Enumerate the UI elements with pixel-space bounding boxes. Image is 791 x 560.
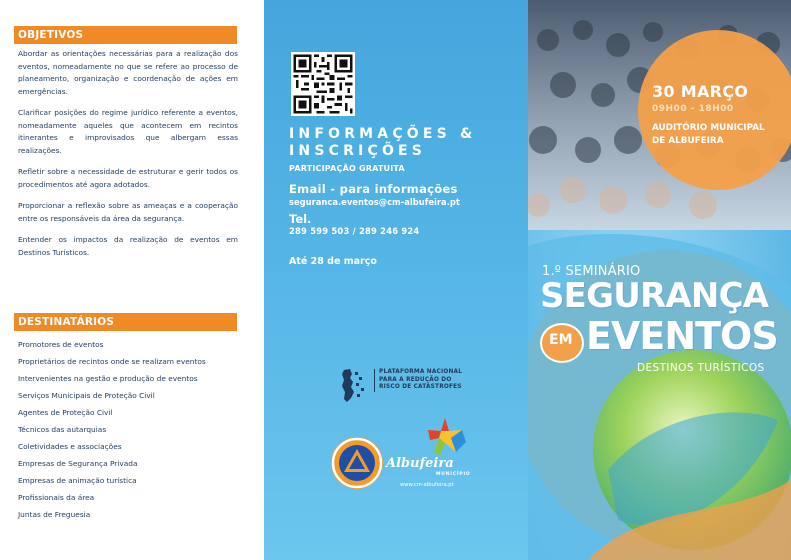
objetivo-item: Abordar as orientações necessárias para a realização dos eventos, nomeadamente no que se refere ao processo de planeamento, organização e coordenação de ações em emergências.: [18, 49, 238, 96]
info-heading: [289, 126, 524, 160]
event-venue-line1: AUDITÓRIO MUNICIPAL: [652, 123, 765, 133]
platform-text: [374, 369, 494, 392]
platform-logo: [338, 368, 488, 408]
qr-code-icon[interactable]: [291, 52, 355, 116]
objetivo-item: Refletir sobre a necessidade de estruturar e gerir todos os procedimentos até agora adotados.: [18, 167, 238, 189]
destinatario-item: Coletividades e associações: [18, 442, 122, 451]
platform-map-icon: [338, 368, 368, 404]
albufeira-municipio: MUNICÍPIO: [436, 472, 471, 477]
albufeira-url-link[interactable]: www.cm-albufeira.pt: [400, 482, 454, 488]
destinatario-item: Agentes de Proteção Civil: [18, 408, 113, 417]
platform-line: PARA A REDUÇÃO DO: [379, 376, 452, 383]
subtitle-destinos: DESTINOS TURÍSTICOS: [637, 362, 765, 374]
title-eventos: EVENTOS: [586, 314, 778, 358]
title-em: EM: [549, 332, 573, 348]
destinatario-item: Promotores de eventos: [18, 340, 104, 349]
destinatario-item: Profissionais da área: [18, 493, 95, 502]
left-panel: [0, 0, 264, 560]
info-heading-line2: INSCRIÇÕES: [289, 143, 427, 159]
destinatario-item: Empresas de animação turística: [18, 476, 137, 485]
albufeira-name: Albufeira: [386, 456, 454, 471]
objetivo-item: Proporcionar a reflexão sobre as ameaças e a cooperação entre os responsáveis da área da segurança.: [18, 201, 238, 223]
objetivos-list: [18, 48, 238, 268]
destinatario-item: Intervenientes na gestão e produção de eventos: [18, 374, 198, 383]
deadline-text: Até 28 de março: [289, 256, 377, 267]
destinatarios-list: [18, 336, 243, 523]
civil-protection-icon: [330, 436, 384, 490]
destinatario-item: Proprietários de recintos onde se realizam eventos: [18, 357, 206, 366]
destinatario-item: Juntas de Freguesia: [18, 510, 91, 519]
seminar-label: 1.º SEMINÁRIO: [542, 264, 641, 279]
objetivo-item: Clarificar posições do regime jurídico referente a eventos, nomeadamente aqueles que acontecem em recintos itinerantes e improvisados que albergam essas realizações.: [18, 108, 238, 155]
destinatario-item: Serviços Municipais de Proteção Civil: [18, 391, 155, 400]
info-heading-line1: INFORMAÇÕES &: [289, 126, 477, 142]
objetivos-heading: OBJETIVOS: [14, 26, 237, 44]
objetivo-item: Entender os impactos da realização de eventos em Destinos Turísticos.: [18, 235, 238, 257]
platform-line: RISCO DE CATÁSTROFES: [379, 384, 462, 391]
middle-panel: [264, 0, 528, 560]
tel-label: Tel.: [289, 212, 312, 226]
destinatarios-heading: DESTINATÁRIOS: [14, 313, 237, 331]
email-label: Email - para informações: [289, 182, 458, 196]
tel-numbers: 289 599 503 / 289 246 924: [289, 226, 420, 236]
destinatario-item: Empresas de Segurança Privada: [18, 459, 138, 468]
albufeira-star-icon: [422, 416, 468, 458]
participation-label: PARTICIPAÇÃO GRATUITA: [289, 164, 405, 173]
destinatario-item: Técnicos das autarquias: [18, 425, 107, 434]
email-link[interactable]: seguranca.eventos@cm-albufeira.pt: [289, 197, 460, 207]
title-seguranca: SEGURANÇA: [540, 276, 769, 316]
event-time: 09H00 - 18H00: [652, 104, 734, 114]
event-venue-line2: DE ALBUFEIRA: [652, 136, 724, 146]
platform-line: PLATAFORMA NACIONAL: [379, 369, 463, 375]
event-date: 30 MARÇO: [652, 82, 749, 101]
